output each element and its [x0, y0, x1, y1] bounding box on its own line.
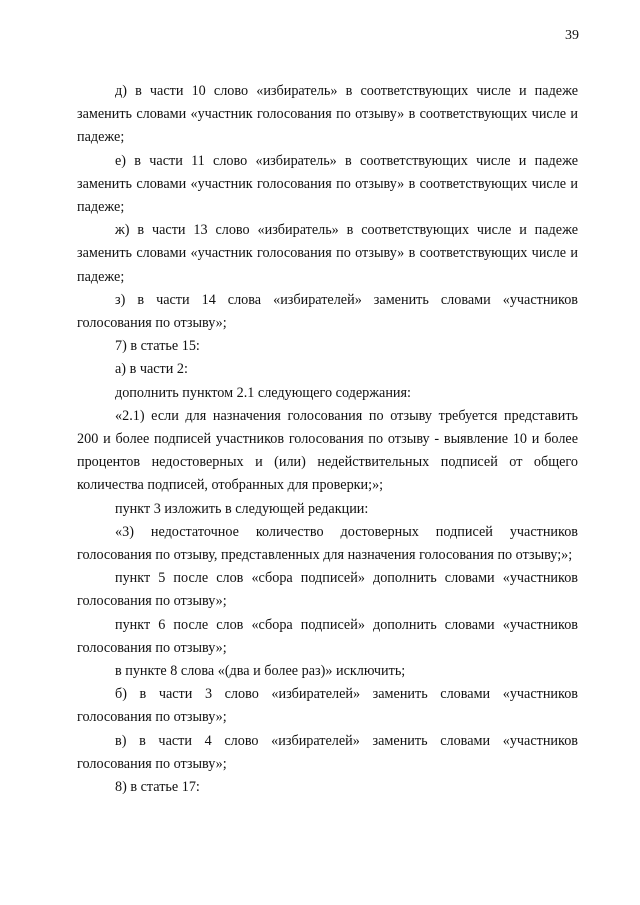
paragraph-item-3-text: «3) недостаточное количество достоверных подписей участников голосования по отзыву, представленных для назначения голосования по отзыву;»; — [77, 523, 578, 564]
paragraph-item-5: пункт 5 после слов «сбора подписей» дополнить словами «участников голосования по отзыву»; — [77, 570, 578, 610]
paragraph-v-part-4: в) в части 4 слово «избирателей» заменить словами «участников голосования по отзыву»; — [77, 732, 578, 772]
document-body — [77, 80, 578, 799]
paragraph-item-8: в пункте 8 слова «(два и более раз)» исключить; — [115, 663, 406, 680]
paragraph-article-15: 7) в статье 15: — [115, 338, 200, 355]
paragraph-a-part-2: а) в части 2: — [115, 361, 188, 378]
paragraph-b-part-3: б) в части 3 слово «избирателей» заменить словами «участников голосования по отзыву»; — [77, 686, 578, 726]
paragraph-zh-part-13: ж) в части 13 слово «избиратель» в соответствующих числе и падеже заменить словами «участник голосования по отзыву» в соответствующих числе и падеже; — [77, 222, 578, 285]
paragraph-item-3-intro: пункт 3 изложить в следующей редакции: — [115, 500, 369, 517]
paragraph-d-part-10: д) в части 10 слово «избиратель» в соответствующих числе и падеже заменить словами «участник голосования по отзыву» в соответствующих числе и падеже; — [77, 83, 578, 146]
paragraph-item-2-1-text: «2.1) если для назначения голосования по отзыву требуется представить 200 и более подписей участников голосования по отзыву - выявление 10 и более процентов недостоверных и (или) недействительных подписей от общего количества подписей, отобранных для проверки;»; — [77, 407, 578, 494]
paragraph-item-6: пункт 6 после слов «сбора подписей» дополнить словами «участников голосования по отзыву»; — [77, 616, 578, 656]
paragraph-e-part-11: е) в части 11 слово «избиратель» в соответствующих числе и падеже заменить словами «участник голосования по отзыву» в соответствующих числе и падеже; — [77, 152, 578, 216]
paragraph-add-item-2-1: дополнить пунктом 2.1 следующего содержания: — [115, 384, 411, 401]
page-number: 39 — [565, 28, 579, 43]
paragraph-article-17: 8) в статье 17: — [115, 779, 200, 796]
paragraph-z-part-14: з) в части 14 слова «избирателей» заменить словами «участников голосования по отзыву»; — [77, 291, 578, 332]
